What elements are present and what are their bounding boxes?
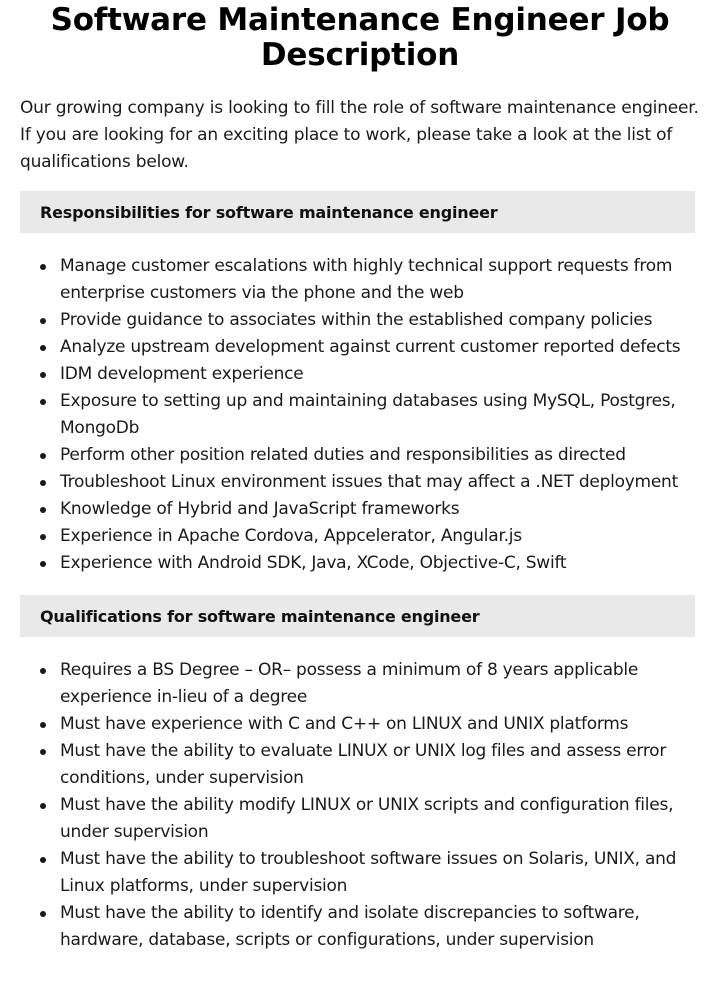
- list-item-text: Experience with Android SDK, Java, XCode, Objective-C, Swift: [60, 553, 567, 573]
- list-item: [20, 900, 695, 954]
- page-title: Software Maintenance Engineer Job Description: [50, 2, 670, 73]
- list-item: [20, 307, 695, 334]
- list-item-text: Provide guidance to associates within the established company policies: [60, 310, 653, 330]
- list-item-text: IDM development experience: [60, 364, 304, 384]
- bullet-icon: [40, 911, 46, 917]
- list-item: [20, 388, 695, 442]
- list-item: [20, 523, 695, 550]
- qualifications-heading: Qualifications for software maintenance engineer: [20, 595, 695, 637]
- bullet-icon: [40, 372, 46, 378]
- list-item-text: Analyze upstream development against current customer reported defects: [60, 337, 681, 357]
- bullet-icon: [40, 453, 46, 459]
- list-item: [20, 442, 695, 469]
- intro-paragraph: Our growing company is looking to fill the role of software maintenance engineer. If you are looking for an exciting place to work, please take a look at the list of qualifications below.: [20, 98, 699, 172]
- responsibilities-list: [20, 253, 695, 577]
- list-item-text: Must have the ability to troubleshoot software issues on Solaris, UNIX, and Linux platforms, under supervision: [60, 849, 677, 896]
- bullet-icon: [40, 318, 46, 324]
- bullet-icon: [40, 507, 46, 513]
- list-item: [20, 738, 695, 792]
- list-item-text: Must have the ability to evaluate LINUX or UNIX log files and assess error conditions, under supervision: [60, 741, 667, 788]
- list-item-text: Must have experience with C and C++ on LINUX and UNIX platforms: [60, 714, 629, 734]
- list-item: [20, 469, 695, 496]
- list-item-text: Troubleshoot Linux environment issues that may affect a .NET deployment: [60, 472, 678, 492]
- list-item: [20, 711, 695, 738]
- bullet-icon: [40, 534, 46, 540]
- list-item-text: Requires a BS Degree – OR– possess a minimum of 8 years applicable experience in-lieu of a degree: [60, 660, 639, 707]
- responsibilities-heading: Responsibilities for software maintenance engineer: [20, 191, 695, 233]
- list-item: [20, 361, 695, 388]
- list-item-text: Knowledge of Hybrid and JavaScript frameworks: [60, 499, 460, 519]
- bullet-icon: [40, 399, 46, 405]
- list-item: [20, 550, 695, 577]
- bullet-icon: [40, 803, 46, 809]
- list-item: [20, 792, 695, 846]
- bullet-icon: [40, 264, 46, 270]
- bullet-icon: [40, 857, 46, 863]
- bullet-icon: [40, 722, 46, 728]
- bullet-icon: [40, 749, 46, 755]
- bullet-icon: [40, 561, 46, 567]
- list-item: [20, 334, 695, 361]
- qualifications-list: [20, 657, 695, 954]
- bullet-icon: [40, 480, 46, 486]
- list-item: [20, 496, 695, 523]
- list-item: [20, 657, 695, 711]
- list-item-text: Exposure to setting up and maintaining databases using MySQL, Postgres, MongoDb: [60, 391, 676, 438]
- bullet-icon: [40, 345, 46, 351]
- list-item-text: Must have the ability modify LINUX or UNIX scripts and configuration files, under supervision: [60, 795, 674, 842]
- list-item-text: Manage customer escalations with highly technical support requests from enterprise customers via the phone and the web: [60, 256, 673, 303]
- list-item: [20, 253, 695, 307]
- bullet-icon: [40, 668, 46, 674]
- list-item-text: Experience in Apache Cordova, Appcelerator, Angular.js: [60, 526, 522, 546]
- list-item: [20, 846, 695, 900]
- list-item-text: Perform other position related duties and responsibilities as directed: [60, 445, 626, 465]
- list-item-text: Must have the ability to identify and isolate discrepancies to software, hardware, database, scripts or configurations, under supervision: [60, 903, 640, 950]
